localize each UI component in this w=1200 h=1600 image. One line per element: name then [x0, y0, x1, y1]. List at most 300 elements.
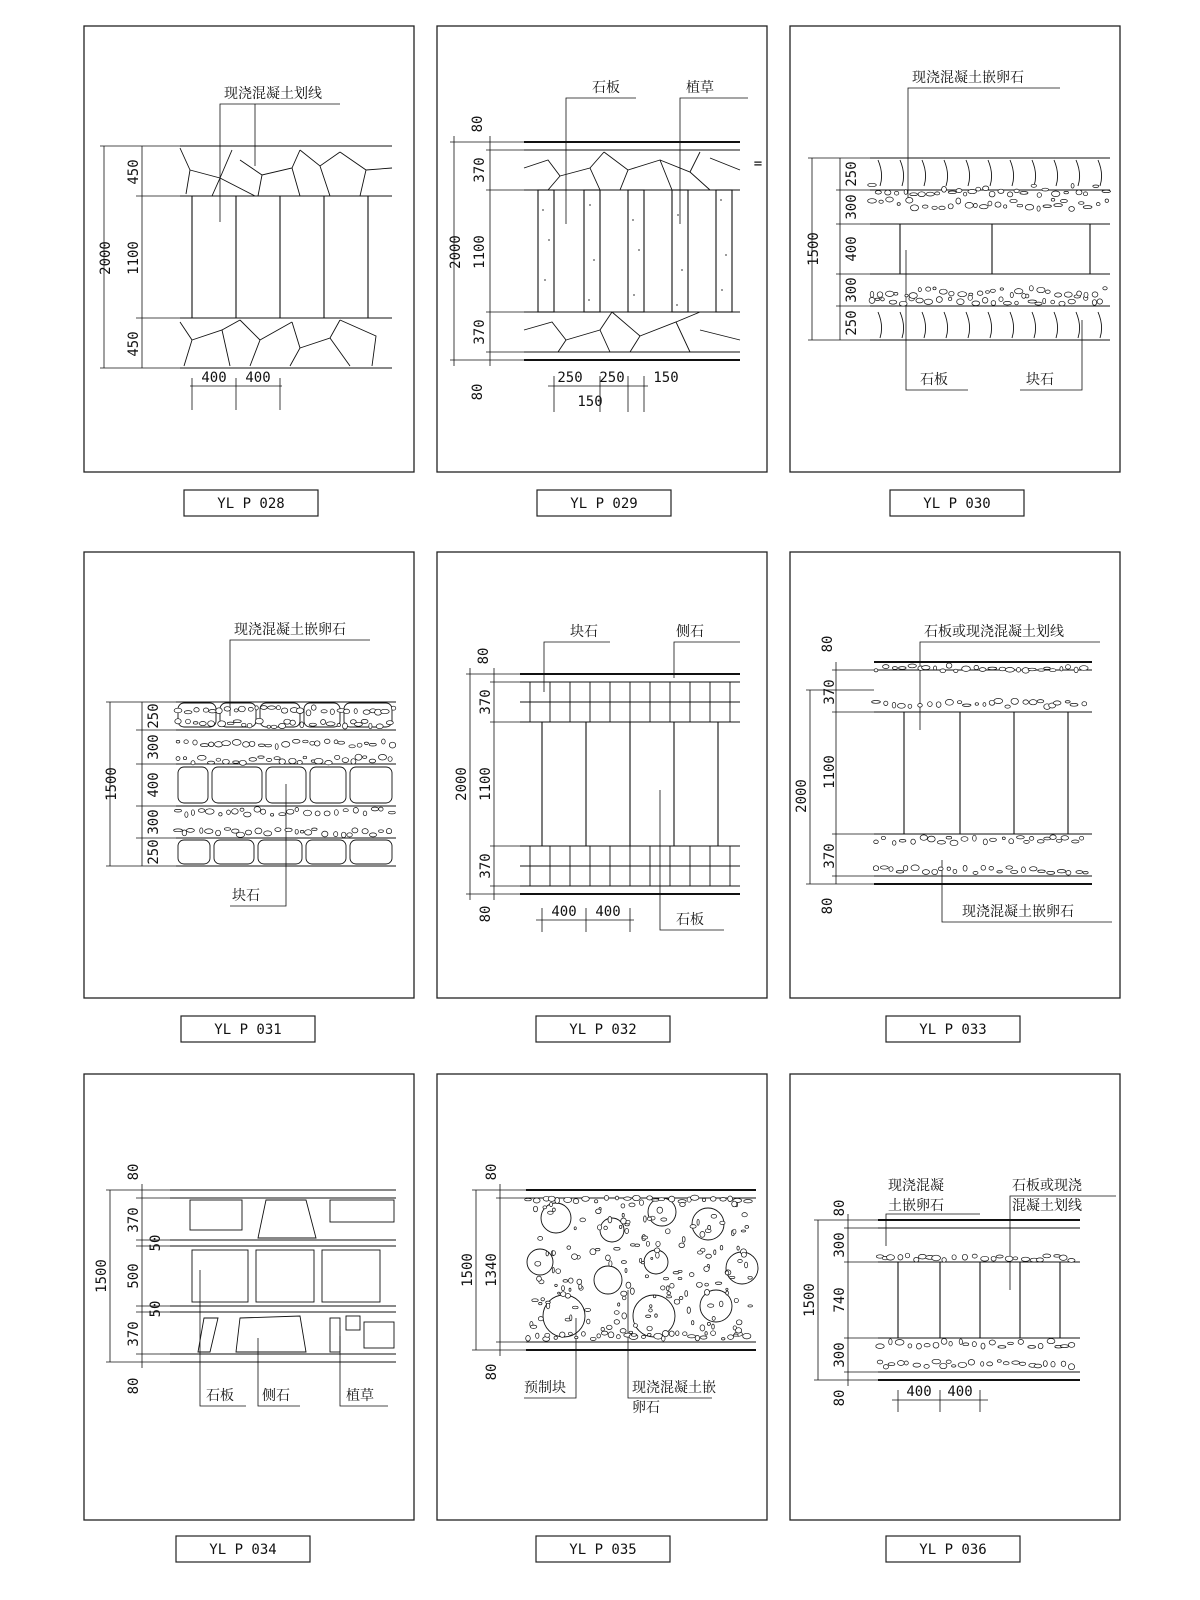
pebble	[936, 702, 941, 708]
pebble	[654, 1248, 659, 1253]
pebble	[667, 1292, 671, 1295]
caption-029: YL P 029	[570, 496, 638, 512]
pebble	[997, 871, 1003, 873]
pebble	[630, 1288, 634, 1294]
pebble	[1029, 286, 1033, 291]
pebble	[232, 809, 239, 814]
pebble	[314, 741, 320, 746]
pebble	[573, 1199, 579, 1204]
pebble	[1010, 199, 1017, 202]
pebble	[963, 865, 967, 871]
pebble	[986, 291, 990, 294]
pebble	[303, 756, 307, 759]
pebble	[989, 1340, 995, 1345]
pebble	[1021, 867, 1025, 873]
dim-top: 80	[470, 115, 486, 133]
dim-total: 1500	[94, 1259, 110, 1293]
pebble	[729, 1276, 735, 1278]
pebble	[1102, 190, 1111, 192]
pebble	[258, 756, 264, 758]
pebble	[1054, 204, 1063, 207]
pebble	[236, 832, 244, 837]
label-slab: 石板	[206, 1388, 234, 1404]
pebble	[990, 289, 995, 292]
dim-c: 370	[822, 843, 838, 869]
pebble	[322, 831, 328, 837]
pebble	[962, 666, 971, 671]
pebble	[622, 1313, 627, 1319]
dim-total: 1500	[806, 232, 822, 266]
pebble	[239, 706, 246, 712]
pebble	[304, 810, 312, 816]
pebble	[918, 288, 921, 292]
pebble	[279, 723, 286, 728]
label-right-line2: 混凝土划线	[1012, 1198, 1082, 1214]
dim-h2: 400	[245, 370, 271, 386]
pebble	[1083, 206, 1092, 209]
panel-031	[84, 552, 414, 998]
pebble	[707, 1322, 710, 1325]
pebble	[631, 1334, 636, 1337]
pebble	[379, 830, 384, 833]
pebble	[933, 1342, 939, 1348]
pebble	[657, 1207, 663, 1213]
pebble	[325, 761, 332, 765]
pebble	[662, 1331, 668, 1337]
pebble	[982, 298, 988, 304]
pebble	[543, 1206, 547, 1209]
pebble	[652, 1199, 659, 1201]
pebble	[726, 1291, 729, 1295]
pebble	[1069, 207, 1075, 212]
pebble	[868, 183, 877, 186]
pebble	[281, 708, 287, 713]
pebble	[889, 1339, 892, 1345]
pebble	[916, 298, 923, 303]
pebble	[712, 1324, 715, 1329]
pebble	[341, 832, 346, 837]
pebble	[721, 1338, 725, 1340]
dim-c: 400	[844, 236, 860, 262]
pebble	[959, 1339, 962, 1345]
pebble	[914, 1257, 919, 1262]
pebble	[1043, 298, 1046, 303]
pebble	[582, 1332, 586, 1337]
panel-frame	[790, 552, 1120, 998]
pebble	[892, 702, 896, 708]
pebble	[1010, 292, 1013, 297]
pebble	[700, 1336, 707, 1339]
pebble	[886, 197, 894, 202]
caption-036: YL P 036	[919, 1542, 987, 1558]
pebble	[244, 812, 251, 817]
pebble	[715, 1282, 721, 1284]
caption-035: YL P 035	[569, 1542, 637, 1558]
pebble	[989, 191, 995, 197]
dim-e: 250	[844, 310, 860, 336]
pebble	[952, 1365, 956, 1367]
pebble	[974, 203, 978, 207]
pebble	[1060, 199, 1067, 202]
pebble	[983, 703, 986, 707]
pebble	[1072, 840, 1079, 843]
pebble	[334, 810, 338, 816]
pebble	[227, 810, 231, 814]
pebble	[920, 835, 927, 840]
label-grass: 植草	[346, 1388, 374, 1404]
pebble	[569, 1278, 574, 1283]
pebble	[932, 1359, 941, 1364]
pebble	[526, 1336, 531, 1342]
dim-c: 370	[478, 853, 494, 879]
pebble	[972, 1254, 977, 1258]
pebble	[249, 758, 257, 762]
pebble	[249, 741, 255, 746]
pebble	[266, 758, 271, 761]
pebble	[1051, 198, 1055, 201]
pebble	[1092, 300, 1096, 306]
pebble	[738, 1259, 743, 1262]
pebble	[564, 1197, 572, 1202]
pebble	[363, 756, 367, 759]
pebble	[1050, 835, 1056, 840]
pebble	[908, 664, 916, 668]
label-left-line2: 土嵌卵石	[888, 1198, 944, 1214]
pebble	[894, 191, 898, 195]
dim-a: 1340	[484, 1253, 500, 1287]
pebble	[678, 1277, 682, 1279]
pebble	[897, 203, 900, 206]
pebble	[552, 1251, 555, 1256]
pebble	[355, 754, 362, 760]
pebble	[988, 667, 997, 670]
pebble	[1020, 192, 1028, 195]
pebble	[232, 740, 241, 746]
pebble	[553, 1208, 556, 1211]
panel-frame	[790, 26, 1120, 472]
pebble	[287, 809, 294, 814]
pebble	[305, 830, 312, 835]
pebble	[570, 1315, 572, 1321]
pebble	[948, 297, 951, 301]
caption-030: YL P 030	[923, 496, 991, 512]
pebble	[873, 866, 878, 871]
pebble	[708, 1225, 711, 1229]
pebble	[667, 1296, 672, 1298]
pebble	[1080, 666, 1089, 671]
pebble	[1053, 701, 1061, 705]
pebble	[687, 1307, 690, 1313]
pebble	[321, 710, 327, 713]
pebble	[977, 291, 983, 295]
pebble	[629, 1331, 633, 1333]
pebble	[642, 1236, 647, 1239]
pebble	[1052, 191, 1060, 197]
pebble	[1060, 667, 1063, 671]
pebble	[208, 721, 215, 727]
pebble	[1054, 1255, 1060, 1258]
pebble	[386, 721, 393, 725]
pebble	[194, 708, 199, 712]
pebble	[381, 709, 390, 713]
pebble	[640, 1258, 642, 1262]
pebble	[990, 838, 997, 841]
pebble	[546, 1301, 551, 1304]
pebble	[981, 1256, 989, 1261]
pebble	[185, 812, 188, 818]
equal-mark: =	[753, 156, 763, 172]
panel-036	[790, 1074, 1120, 1520]
pebble	[973, 835, 977, 841]
pebble	[666, 1229, 671, 1234]
pebble	[630, 1244, 635, 1246]
panel-033	[790, 552, 1120, 998]
pebble	[670, 1283, 674, 1288]
pebble	[708, 1304, 714, 1307]
pebble	[647, 1217, 651, 1220]
pebble	[908, 704, 912, 708]
pebble	[903, 865, 907, 871]
pebble	[948, 204, 953, 209]
pebble	[279, 759, 285, 764]
pebble	[714, 1250, 716, 1255]
dim-top: 80	[820, 635, 836, 653]
pebble	[883, 665, 889, 669]
pebble	[216, 708, 222, 714]
pebble	[1018, 1339, 1023, 1344]
dim-bottom: 80	[470, 383, 486, 401]
pebble	[568, 1332, 572, 1335]
pebble	[1044, 667, 1051, 669]
label-slab: 石板	[676, 912, 704, 928]
panel-029	[437, 26, 767, 472]
pebble	[934, 666, 937, 670]
pebble	[354, 709, 357, 714]
dim-total: 2000	[454, 767, 470, 801]
pebble	[1043, 1254, 1051, 1258]
pebble	[999, 667, 1006, 671]
pebble	[872, 701, 881, 704]
pebble	[209, 710, 217, 713]
pebble	[1084, 292, 1088, 297]
pebble	[184, 711, 192, 714]
dim-bottom: 80	[478, 905, 494, 923]
pebble	[743, 1333, 751, 1339]
pebble	[974, 665, 979, 669]
pebble	[216, 758, 221, 761]
pebble	[1015, 289, 1023, 294]
dim-bottom: 80	[820, 897, 836, 915]
pebble	[343, 723, 348, 729]
pebble	[926, 287, 931, 291]
pebble	[1064, 292, 1072, 297]
pebble	[369, 759, 376, 763]
pebble	[261, 809, 266, 814]
pebble	[909, 293, 917, 299]
pebble	[726, 1288, 728, 1290]
pebble	[379, 754, 387, 760]
pebble	[550, 1202, 553, 1206]
pebble	[998, 1346, 1006, 1349]
pebble	[1059, 301, 1065, 306]
pebble	[1024, 840, 1030, 843]
caption-028: YL P 028	[217, 496, 285, 512]
pebble	[1014, 189, 1019, 193]
pebble	[702, 1198, 705, 1201]
pebble	[889, 867, 893, 872]
pebble	[904, 190, 907, 195]
pebble	[224, 828, 230, 831]
pebble	[310, 741, 315, 745]
pebble	[601, 1327, 604, 1331]
pebble	[918, 192, 925, 197]
pebble	[1047, 1339, 1055, 1344]
pebble	[349, 745, 355, 748]
pebble	[736, 1320, 742, 1325]
pebble	[953, 869, 957, 873]
pebble	[946, 836, 952, 839]
pebble	[969, 293, 973, 296]
pebble	[243, 742, 250, 748]
pebble	[258, 744, 265, 746]
pebble	[234, 709, 238, 712]
pebble	[916, 1343, 921, 1349]
pebble	[899, 840, 906, 843]
pebble	[176, 757, 180, 761]
pebble	[629, 1203, 635, 1207]
pebble	[621, 1204, 625, 1208]
pebble	[633, 1195, 641, 1200]
pebble	[935, 192, 940, 195]
dim-top: 80	[126, 1163, 142, 1181]
pebble	[989, 867, 994, 871]
pebble	[690, 1225, 696, 1229]
pebble	[910, 193, 918, 196]
pebble	[300, 830, 304, 833]
pebble	[330, 709, 334, 714]
pebble	[223, 759, 230, 764]
dim-bottom: 80	[832, 1389, 848, 1407]
label-precast: 预制块	[524, 1380, 566, 1396]
pebble	[704, 1266, 709, 1271]
pebble	[945, 699, 953, 705]
pebble	[567, 1246, 571, 1249]
pebble	[1050, 669, 1056, 672]
dim-c: 370	[472, 319, 488, 345]
pebble	[653, 1295, 656, 1298]
pebble	[579, 1284, 582, 1289]
pebble	[314, 758, 323, 764]
pebble	[942, 1258, 946, 1263]
pebble	[590, 1337, 596, 1340]
pebble	[389, 742, 395, 748]
pebble	[939, 206, 945, 210]
pebble	[199, 722, 206, 726]
dim-a: 250	[844, 161, 860, 187]
pebble	[577, 1279, 582, 1284]
pebble	[883, 1365, 888, 1369]
pebble	[275, 828, 281, 832]
pebble	[885, 190, 891, 195]
pebble	[227, 722, 234, 725]
pebble	[1007, 192, 1012, 197]
pebble	[541, 1298, 545, 1301]
pebble	[193, 740, 197, 745]
pebble	[1005, 1256, 1013, 1261]
pebble	[728, 1196, 733, 1202]
pebble	[669, 1331, 674, 1336]
pebble	[1002, 837, 1005, 840]
pebble	[1065, 665, 1070, 669]
label-curb: 侧石	[262, 1388, 290, 1404]
pebble	[924, 1365, 929, 1369]
pebble	[889, 300, 897, 304]
pebble	[615, 1196, 618, 1200]
pebble	[174, 708, 182, 713]
pebble	[604, 1196, 608, 1201]
pebble	[954, 669, 958, 672]
pebble	[886, 291, 894, 296]
dim-b: 1100	[822, 755, 838, 789]
pebble	[1015, 301, 1019, 305]
pebble	[1083, 872, 1088, 874]
label-block: 块石	[570, 624, 598, 640]
pebble	[958, 292, 967, 297]
pebble	[720, 1198, 726, 1202]
pebble	[295, 829, 298, 834]
pebble	[1031, 184, 1036, 187]
pebble	[1034, 1364, 1042, 1368]
pebble	[1076, 871, 1083, 874]
pebble	[940, 1363, 947, 1368]
pebble	[609, 1261, 612, 1267]
pebble	[1038, 870, 1046, 873]
dim-bottom: 80	[126, 1377, 142, 1395]
pebble	[361, 719, 368, 723]
pebble	[650, 1305, 652, 1308]
pebble	[306, 710, 311, 716]
pebble	[656, 1241, 660, 1246]
pebble	[1022, 294, 1026, 299]
pebble	[614, 1320, 619, 1325]
pebble	[745, 1262, 748, 1268]
pebble	[685, 1291, 688, 1297]
pebble	[647, 1196, 653, 1200]
pebble	[998, 189, 1004, 193]
pebble	[290, 720, 295, 725]
pebble	[1065, 701, 1070, 703]
pebble	[1005, 705, 1010, 708]
pebble	[1038, 1343, 1043, 1348]
pebble	[1029, 700, 1037, 705]
dim-h2: 250	[599, 370, 625, 386]
pebble	[324, 811, 330, 816]
pebble	[386, 829, 391, 834]
pebble	[981, 1362, 984, 1367]
pebble	[321, 720, 326, 725]
pebble	[980, 205, 989, 209]
pebble	[963, 192, 966, 196]
pebble	[973, 871, 978, 874]
pebble	[881, 298, 885, 301]
pebble	[910, 205, 918, 211]
pebble	[338, 741, 345, 744]
pebble	[1008, 1342, 1014, 1344]
dim-c: 300	[832, 1342, 848, 1368]
pebble	[191, 810, 194, 816]
pebble	[552, 1268, 554, 1273]
dim-b: 1100	[472, 235, 488, 269]
